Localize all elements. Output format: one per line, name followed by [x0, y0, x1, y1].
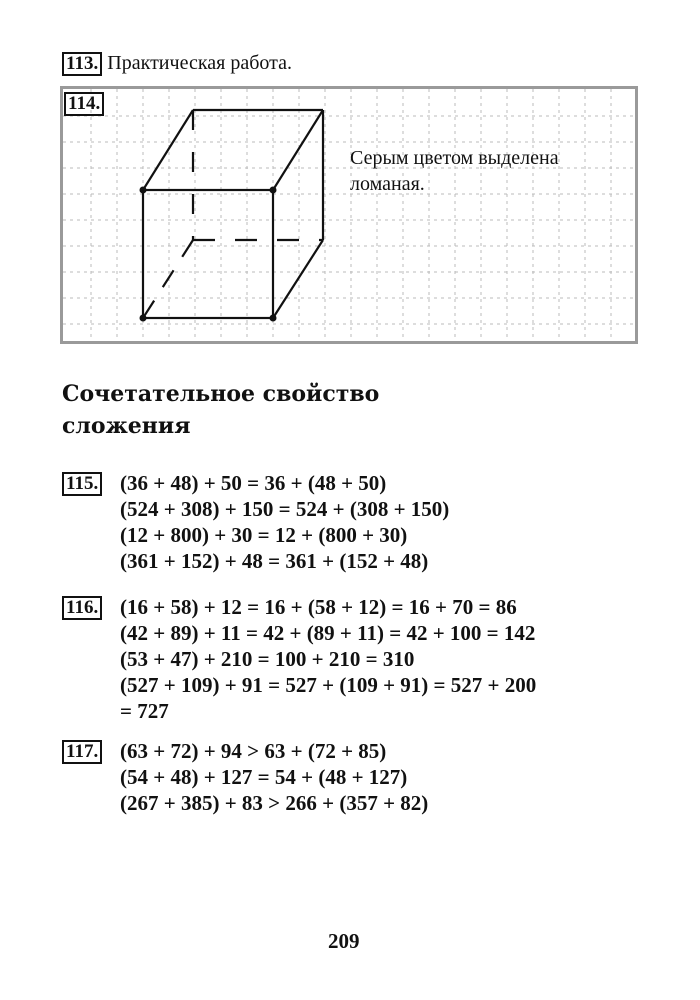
equation-line: (527 + 109) + 91 = 527 + (109 + 91) = 527 + 200 [120, 673, 537, 697]
equation-line: (54 + 48) + 127 = 54 + (48 + 127) [120, 765, 408, 789]
equation-line: (524 + 308) + 150 = 524 + (308 + 150) [120, 497, 450, 521]
equation-line: (16 + 58) + 12 = 16 + (58 + 12) = 16 + 70 = 86 [120, 595, 517, 619]
equation-line: = 727 [120, 699, 169, 723]
grid [63, 89, 635, 341]
caption-line: Серым цветом выделена [350, 147, 559, 169]
heading-line: Сочетательное свойство [62, 381, 380, 407]
figure-caption [350, 145, 559, 197]
cube-edges [143, 110, 323, 318]
equation-line: (267 + 385) + 83 > 266 + (357 + 82) [120, 791, 429, 815]
page-number: 209 [328, 929, 360, 953]
task-number: 116. [62, 596, 102, 620]
task-114-number [64, 92, 104, 116]
heading-line: сложения [62, 413, 191, 439]
task-117 [62, 738, 428, 816]
task-number: 115. [62, 472, 102, 496]
task-115 [62, 470, 449, 574]
equation-line: (42 + 89) + 11 = 42 + (89 + 11) = 42 + 100 = 142 [120, 621, 536, 645]
equation-line: (36 + 48) + 50 = 36 + (48 + 50) [120, 471, 387, 495]
equation-line: (12 + 800) + 30 = 12 + (800 + 30) [120, 523, 408, 547]
task-number: 114. [64, 92, 104, 116]
task-text: Практическая работа. [107, 52, 292, 74]
task-116 [62, 594, 536, 724]
vertex-dots [140, 187, 277, 322]
equation-line: (53 + 47) + 210 = 100 + 210 = 310 [120, 647, 415, 671]
equation-line: (63 + 72) + 94 > 63 + (72 + 85) [120, 739, 387, 763]
task-number: 113. [62, 52, 102, 76]
equation-line: (361 + 152) + 48 = 361 + (152 + 48) [120, 549, 429, 573]
section-heading [62, 378, 379, 442]
task-number: 117. [62, 740, 102, 764]
caption-line: ломаная. [350, 173, 425, 195]
